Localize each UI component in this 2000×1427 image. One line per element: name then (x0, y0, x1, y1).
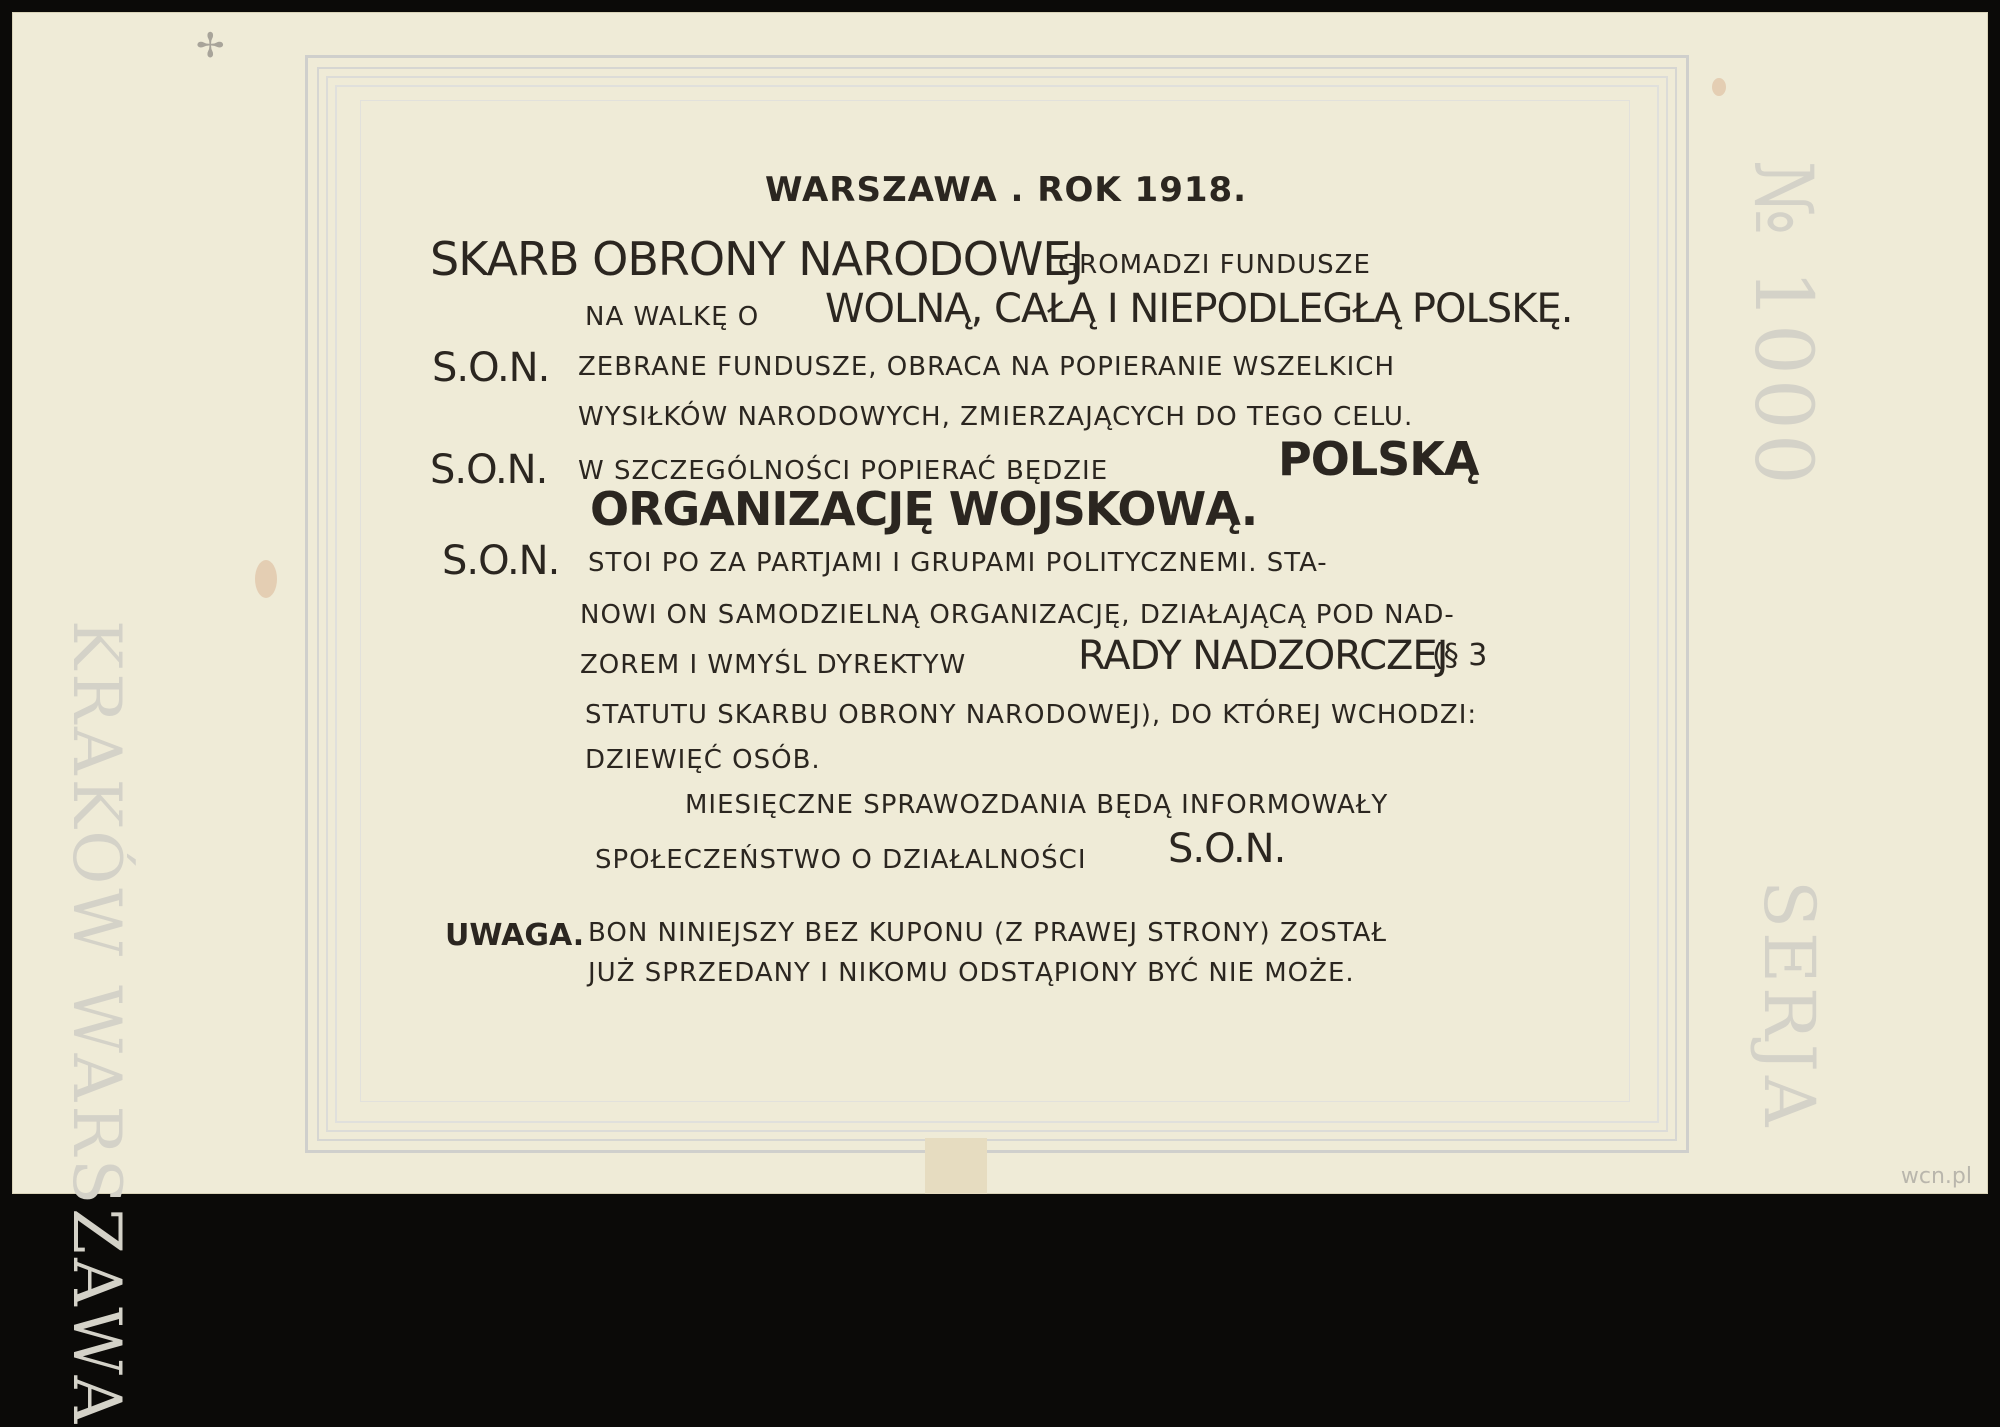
place-and-year: WARSZAWA . ROK 1918. (765, 170, 1248, 210)
section3-line1: STOI PO ZA PARTJAMI I GRUPAMI POLITYCZNEMI. STA- (588, 548, 1328, 578)
heading-line2-small: NA WALKĘ O (585, 302, 760, 332)
section1-line1: ZEBRANE FUNDUSZE, OBRACA NA POPIERANIE WSZELKICH (578, 352, 1396, 382)
reports-line1: MIESIĘCZNE SPRAWOZDANIA BĘDĄ INFORMOWAŁY (685, 790, 1389, 820)
show-through-right-series: SERJA (1748, 880, 1830, 1131)
section3-paragraph-ref: (§ 3 (1432, 638, 1488, 673)
section3-line4: STATUTU SKARBU OBRONY NARODOWEJ), DO KTÓREJ WCHODZI: (585, 700, 1478, 730)
source-watermark: wcn.pl (1900, 1164, 1972, 1189)
show-through-left-text: KRAKÓW WARSZAWA (58, 620, 135, 1427)
section2-label: S.O.N. (430, 447, 548, 493)
section3-line5: DZIEWIĘĆ OSÓB. (585, 745, 821, 775)
note-line2: JUŻ SPRZEDANY I NIKOMU ODSTĄPIONY BYĆ NIE MOŻE. (588, 958, 1355, 988)
rust-stain (1712, 78, 1726, 96)
reports-son: S.O.N. (1168, 826, 1286, 872)
paper-tab (925, 1138, 987, 1194)
section3-council: RADY NADZORCZEJ (1078, 633, 1448, 679)
section2-line2: ORGANIZACJĘ WOJSKOWĄ. (590, 482, 1258, 536)
reports-line2: SPOŁECZEŃSTWO O DZIAŁALNOŚCI (595, 845, 1087, 875)
section3-line3: ZOREM I WMYŚL DYREKTYW (580, 650, 967, 680)
note-label: UWAGA. (445, 918, 585, 953)
section3-label: S.O.N. (442, 538, 560, 584)
heading-title: SKARB OBRONY NARODOWEJ (430, 232, 1084, 286)
section1-label: S.O.N. (432, 345, 550, 391)
heading-subtitle: GROMADZI FUNDUSZE (1058, 250, 1371, 280)
section2-line1: W SZCZEGÓLNOŚCI POPIERAĆ BĘDZIE (578, 456, 1109, 486)
heading-line2-big: WOLNĄ, CAŁĄ I NIEPODLEGŁĄ POLSKĘ. (825, 286, 1573, 332)
show-through-right-numeral: № 1000 (1737, 160, 1830, 489)
note-line1: BON NINIEJSZY BEZ KUPONU (Z PRAWEJ STRONY) ZOSTAŁ (588, 918, 1388, 948)
section3-line2: NOWI ON SAMODZIELNĄ ORGANIZACJĘ, DZIAŁAJĄCĄ POD NAD- (580, 600, 1455, 630)
cross-mark-icon: ✢ (196, 26, 225, 66)
section1-line2: WYSIŁKÓW NARODOWYCH, ZMIERZAJĄCYCH DO TEGO CELU. (578, 402, 1414, 432)
section2-emphasis: POLSKĄ (1278, 432, 1479, 486)
rust-stain (255, 560, 277, 598)
